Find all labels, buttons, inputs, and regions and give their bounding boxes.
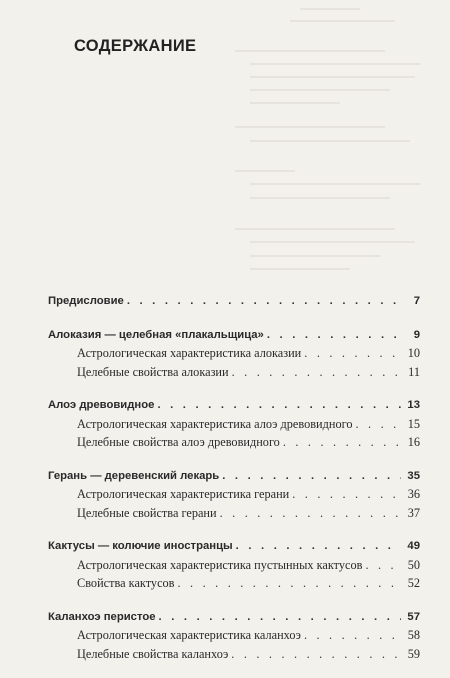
toc-page-number: 9 — [413, 328, 420, 341]
dot-leader — [127, 292, 401, 311]
page-title: СОДЕРЖАНИЕ — [74, 37, 197, 55]
dot-leader — [304, 626, 401, 645]
toc-subentry[interactable] — [48, 415, 420, 434]
toc-entry-label: Каланхоэ перистое — [48, 610, 156, 623]
toc-page-number: 10 — [407, 346, 420, 360]
toc-page-number: 58 — [407, 628, 420, 642]
toc-entry-label: Астрологическая характеристика герани — [77, 487, 290, 501]
toc-subentry[interactable] — [48, 504, 420, 523]
toc-page-number: 11 — [408, 364, 420, 379]
toc-entry-label: Целебные свойства алоказии — [77, 364, 229, 379]
toc-entry-label: Кактусы — колючие иностранцы — [48, 540, 233, 552]
dot-leader — [356, 415, 402, 434]
toc-page-number: 15 — [407, 416, 420, 431]
toc-page-number: 52 — [407, 576, 420, 590]
toc-page-number: 7 — [413, 295, 420, 307]
dot-leader — [304, 344, 401, 363]
toc-entry-label: Целебные свойства герани — [77, 505, 217, 520]
toc-page-number: 57 — [407, 610, 420, 623]
dot-leader — [178, 574, 402, 593]
toc-subentry[interactable] — [48, 556, 420, 575]
dot-leader — [232, 363, 401, 382]
toc-chapter-entry[interactable] — [48, 326, 420, 345]
dot-leader — [220, 504, 401, 523]
toc-subentry[interactable] — [48, 626, 420, 645]
toc-entry-label: Алоэ древовидное — [48, 399, 155, 411]
toc-page-number: 35 — [407, 469, 420, 482]
toc-entry-label: Целебные свойства алоэ древовидного — [77, 435, 280, 449]
dot-leader — [365, 556, 401, 575]
dot-leader — [236, 537, 401, 556]
toc-page-number: 13 — [407, 399, 420, 411]
toc-chapter-entry[interactable] — [48, 292, 420, 311]
toc-chapter-entry[interactable] — [48, 396, 420, 415]
toc-entry-label: Астрологическая характеристика алоэ древовидного — [77, 416, 353, 431]
dot-leader — [222, 467, 401, 486]
dot-leader — [283, 433, 401, 452]
toc-entry-label: Алоказия — целебная «плакальщица» — [48, 328, 264, 341]
toc-chapter-entry[interactable] — [48, 608, 420, 627]
toc-subentry[interactable] — [48, 433, 420, 452]
toc-entry-label: Астрологическая характеристика алоказии — [77, 346, 302, 360]
toc-entry-label: Герань — деревенский лекарь — [48, 469, 220, 482]
toc-entry-label: Свойства кактусов — [77, 576, 175, 590]
toc-section — [48, 608, 420, 664]
toc-page-number: 50 — [407, 557, 420, 572]
dot-leader — [267, 326, 401, 345]
dot-leader — [159, 608, 401, 627]
toc-subentry[interactable] — [48, 574, 420, 593]
toc-page-number: 37 — [407, 505, 420, 520]
toc-section — [48, 326, 420, 382]
toc-page-number: 16 — [407, 435, 420, 449]
toc-page-number: 59 — [407, 646, 420, 661]
toc-subentry[interactable] — [48, 363, 420, 382]
table-of-contents — [48, 292, 420, 678]
toc-entry-label: Целебные свойства каланхоэ — [77, 646, 229, 661]
toc-chapter-entry[interactable] — [48, 467, 420, 486]
dot-leader — [231, 645, 401, 664]
toc-chapter-entry[interactable] — [48, 537, 420, 556]
toc-entry-label: Астрологическая характеристика пустынных кактусов — [77, 557, 363, 572]
toc-section — [48, 396, 420, 452]
toc-entry-label: Предисловие — [48, 295, 124, 307]
toc-subentry[interactable] — [48, 344, 420, 363]
toc-page-number: 49 — [407, 540, 420, 552]
toc-entry-label: Астрологическая характеристика каланхоэ — [77, 628, 301, 642]
toc-section — [48, 537, 420, 593]
toc-page-number: 36 — [407, 487, 420, 501]
toc-subentry[interactable] — [48, 485, 420, 504]
dot-leader — [292, 485, 401, 504]
dot-leader — [157, 396, 401, 415]
toc-subentry[interactable] — [48, 645, 420, 664]
toc-section — [48, 292, 420, 311]
toc-section — [48, 467, 420, 523]
